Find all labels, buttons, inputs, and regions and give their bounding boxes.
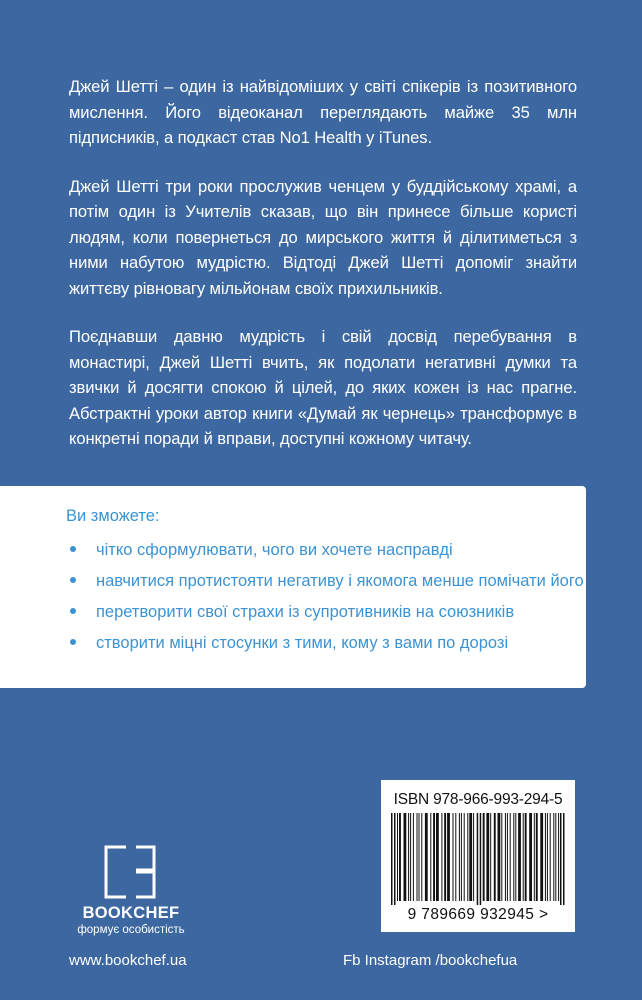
bullet-icon xyxy=(70,639,76,645)
benefit-item xyxy=(66,570,584,601)
benefit-item xyxy=(66,539,584,570)
benefit-text: перетворити свої страхи із супротивників на союзників xyxy=(96,603,515,621)
intro-paragraph-2: Джей Шетті три роки прослужив ченцем у буддійському храмі, а потім один із Учителів сказав, що він принесе більше користі людям, коли повернеться до мирського життя й ділитиметься з ними набутою мудрістю. Відтоді Джей Шетті допоміг знайти життєву рівновагу мільйонам своїх прихильників. xyxy=(69,176,577,298)
barcode-icon xyxy=(389,813,567,907)
benefit-text: чітко сформулювати, чого ви хочете насправді xyxy=(96,541,453,559)
benefit-text: навчитися протистояти негативу і якомога менше помічати його xyxy=(96,572,584,590)
publisher-tagline: формує особистість xyxy=(77,924,185,936)
benefits-title: Ви зможете: xyxy=(66,507,160,525)
benefit-item xyxy=(66,601,584,632)
intro-text xyxy=(69,74,577,475)
intro-paragraph-3: Поєднавши давню мудрість і свій досвід перебування в монастирі, Джей Шетті вчить, як подолати негативні думки та звички й досягти спокою й цілей, до яких кожен із нас прагне. Абстрактні уроки автор книги «Думай як чернець» трансформує в конкретні поради й вправи, доступні кожному читачу. xyxy=(69,327,577,448)
isbn-text: ISBN 978-966-993-294-5 xyxy=(393,791,563,808)
website-link[interactable]: www.bookchef.ua xyxy=(69,952,187,969)
barcode-digits: 9 789669 932945 > xyxy=(407,906,549,923)
bullet-icon xyxy=(70,546,76,552)
intro-paragraph-1: Джей Шетті – один із найвідоміших у світі спікерів із позитивного мислення. Його відеоканал переглядають майже 35 млн підписників, а подкаст став No1 Health у iTunes. xyxy=(69,77,577,147)
barcode-label xyxy=(381,780,575,932)
publisher-name: BOOKCHEF xyxy=(82,904,180,922)
social-links[interactable]: Fb Instagram /bookchefua xyxy=(343,952,518,969)
benefit-item xyxy=(66,632,584,663)
benefit-text: створити міцні стосунки з тими, кому з вами по дорозі xyxy=(96,634,509,652)
benefits-list xyxy=(66,539,584,663)
bullet-icon xyxy=(70,577,76,583)
bullet-icon xyxy=(70,608,76,614)
bookchef-logo-icon xyxy=(104,845,158,899)
benefits-panel xyxy=(0,486,586,688)
